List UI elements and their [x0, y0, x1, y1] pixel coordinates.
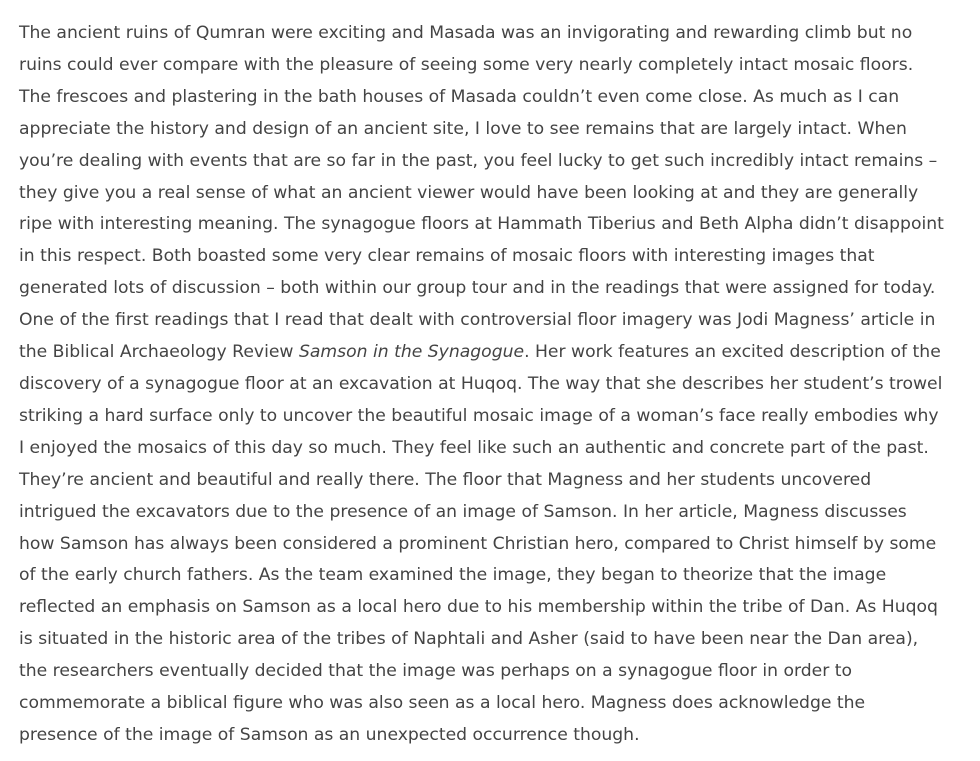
paragraph-text-before-title: The ancient ruins of Qumran were exciting and Masada was an invigorating and rewarding climb but no ruins could ever compare with the pleasure of seeing some very nearly completely intact mosaic floors. The frescoes and plastering in the bath houses of Masada couldn’t even come close. As much as I can appreciate the history and design of an ancient site, I love to see remains that are largely intact. When you’re dealing with events that are so far in the past, you feel lucky to get such incredibly intact remains – they give you a real sense of what an ancient viewer would have been looking at and they are generally ripe with interesting meaning. The synagogue floors at Hammath Tiberius and Beth Alpha didn’t disappoint in this respect. Both boasted some very clear remains of mosaic floors with interesting images that generated lots of discussion – both within our group tour and in the readings that were assigned for today. One of the first readings that I read that dealt with controversial floor imagery was Jodi Magness’ article in the Biblical Archaeology Review	[19, 23, 944, 363]
article-title-samson-in-the-synagogue: Samson in the Synagogue	[298, 342, 525, 363]
article-paragraph	[19, 18, 944, 752]
paragraph-text-after-title: . Her work features an excited description of the discovery of a synagogue floor at an excavation at Huqoq. The way that she describes her student’s trowel striking a hard surface only to uncover the beautiful mosaic image of a woman’s face really embodies why I enjoyed the mosaics of this day so much. They feel like such an authentic and concrete part of the past. They’re ancient and beautiful and really there. The floor that Magness and her students uncovered intrigued the excavators due to the presence of an image of Samson. In her article, Magness discusses how Samson has always been considered a prominent Christian hero, compared to Christ himself by some of the early church fathers. As the team examined the image, they began to theorize that the image reflected an emphasis on Samson as a local hero due to his membership within the tribe of Dan. As Huqoq is situated in the historic area of the tribes of Naphtali and Asher (said to have been near the Dan area), the researchers eventually decided that the image was perhaps on a synagogue floor in order to commemorate a biblical figure who was also seen as a local hero. Magness does acknowledge the presence of the image of Samson as an unexpected occurrence though.	[19, 342, 943, 745]
